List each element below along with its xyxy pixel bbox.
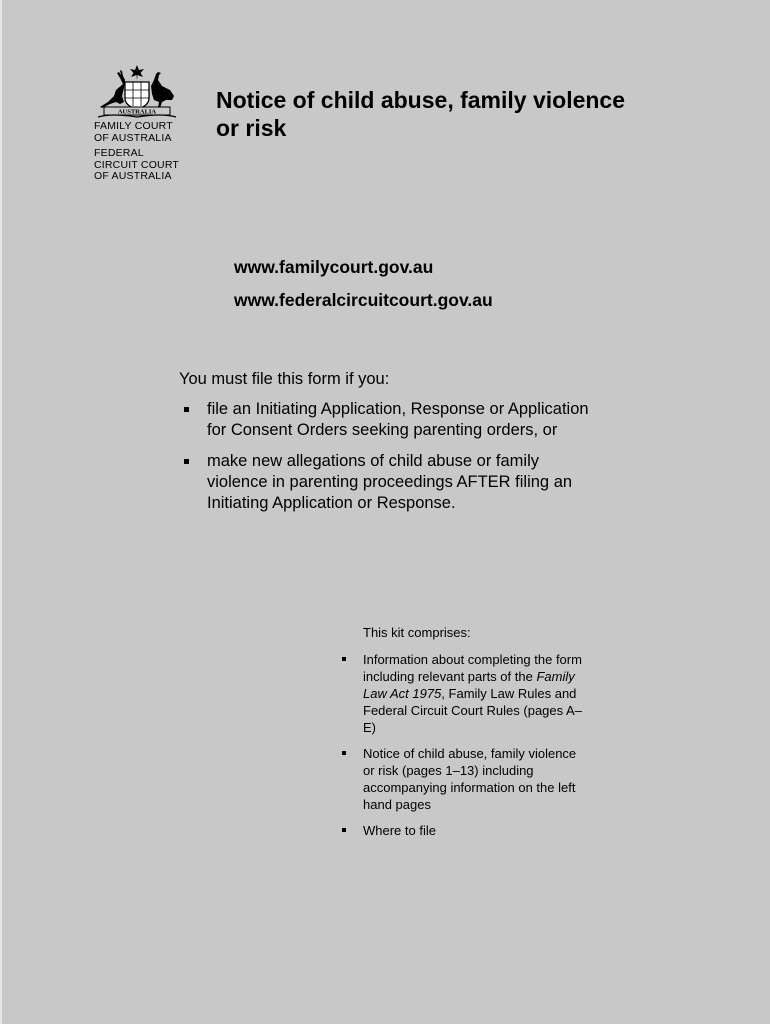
list-item	[340, 651, 590, 736]
filing-requirements-intro: You must file this form if you:	[179, 370, 390, 388]
list-item	[179, 451, 599, 514]
court-name-line: OF AUSTRALIA	[94, 131, 172, 144]
bullet-icon	[342, 751, 346, 755]
website-links	[234, 251, 493, 317]
family-court-url[interactable]: www.familycourt.gov.au	[234, 257, 434, 277]
court-name-line: FAMILY COURT	[94, 120, 173, 132]
federal-circuit-court-url[interactable]: www.federalcircuitcourt.gov.au	[234, 290, 493, 310]
filing-requirements-list	[179, 399, 599, 514]
bullet-icon	[342, 828, 346, 832]
list-item-text: file an Initiating Application, Response or Application for Consent Orders seeking parenting orders, or	[207, 400, 589, 439]
kit-intro: This kit comprises:	[363, 625, 471, 640]
list-item-text: make new allegations of child abuse or family violence in parenting proceedings AFTER filing an Initiating Application or Response.	[207, 452, 573, 512]
list-item	[340, 822, 590, 839]
bullet-icon	[342, 657, 346, 661]
page-title	[216, 86, 716, 142]
list-item-text: Notice of child abuse, family violence or risk (pages 1–13) including accompanying information on the left hand pages	[363, 746, 577, 812]
kit-item-text-end: , Family Law Rules and Federal Circuit Court Rules (pages A–E)	[363, 686, 582, 735]
crest-banner-text: AUSTRALIA	[117, 108, 157, 116]
court-name-line: OF AUSTRALIA	[94, 170, 172, 182]
filing-requirements	[179, 369, 599, 524]
court-names	[94, 121, 179, 183]
page-edge	[0, 0, 2, 1024]
kit-contents	[340, 624, 590, 848]
list-item	[340, 745, 590, 813]
list-item-text: Where to file	[363, 823, 436, 838]
list-item	[179, 399, 599, 441]
title-line: Notice of child abuse, family violence	[216, 87, 626, 113]
act-title: Family Law Act 1975	[363, 669, 575, 701]
kit-item-text-start: Information about completing the form including relevant parts of the	[363, 652, 582, 684]
bullet-icon	[184, 459, 189, 464]
court-name-line: FEDERAL	[94, 147, 144, 159]
title-line: or risk	[216, 115, 287, 141]
bullet-icon	[184, 407, 189, 412]
kit-contents-list	[340, 651, 590, 839]
court-name-line: CIRCUIT COURT	[94, 158, 180, 171]
